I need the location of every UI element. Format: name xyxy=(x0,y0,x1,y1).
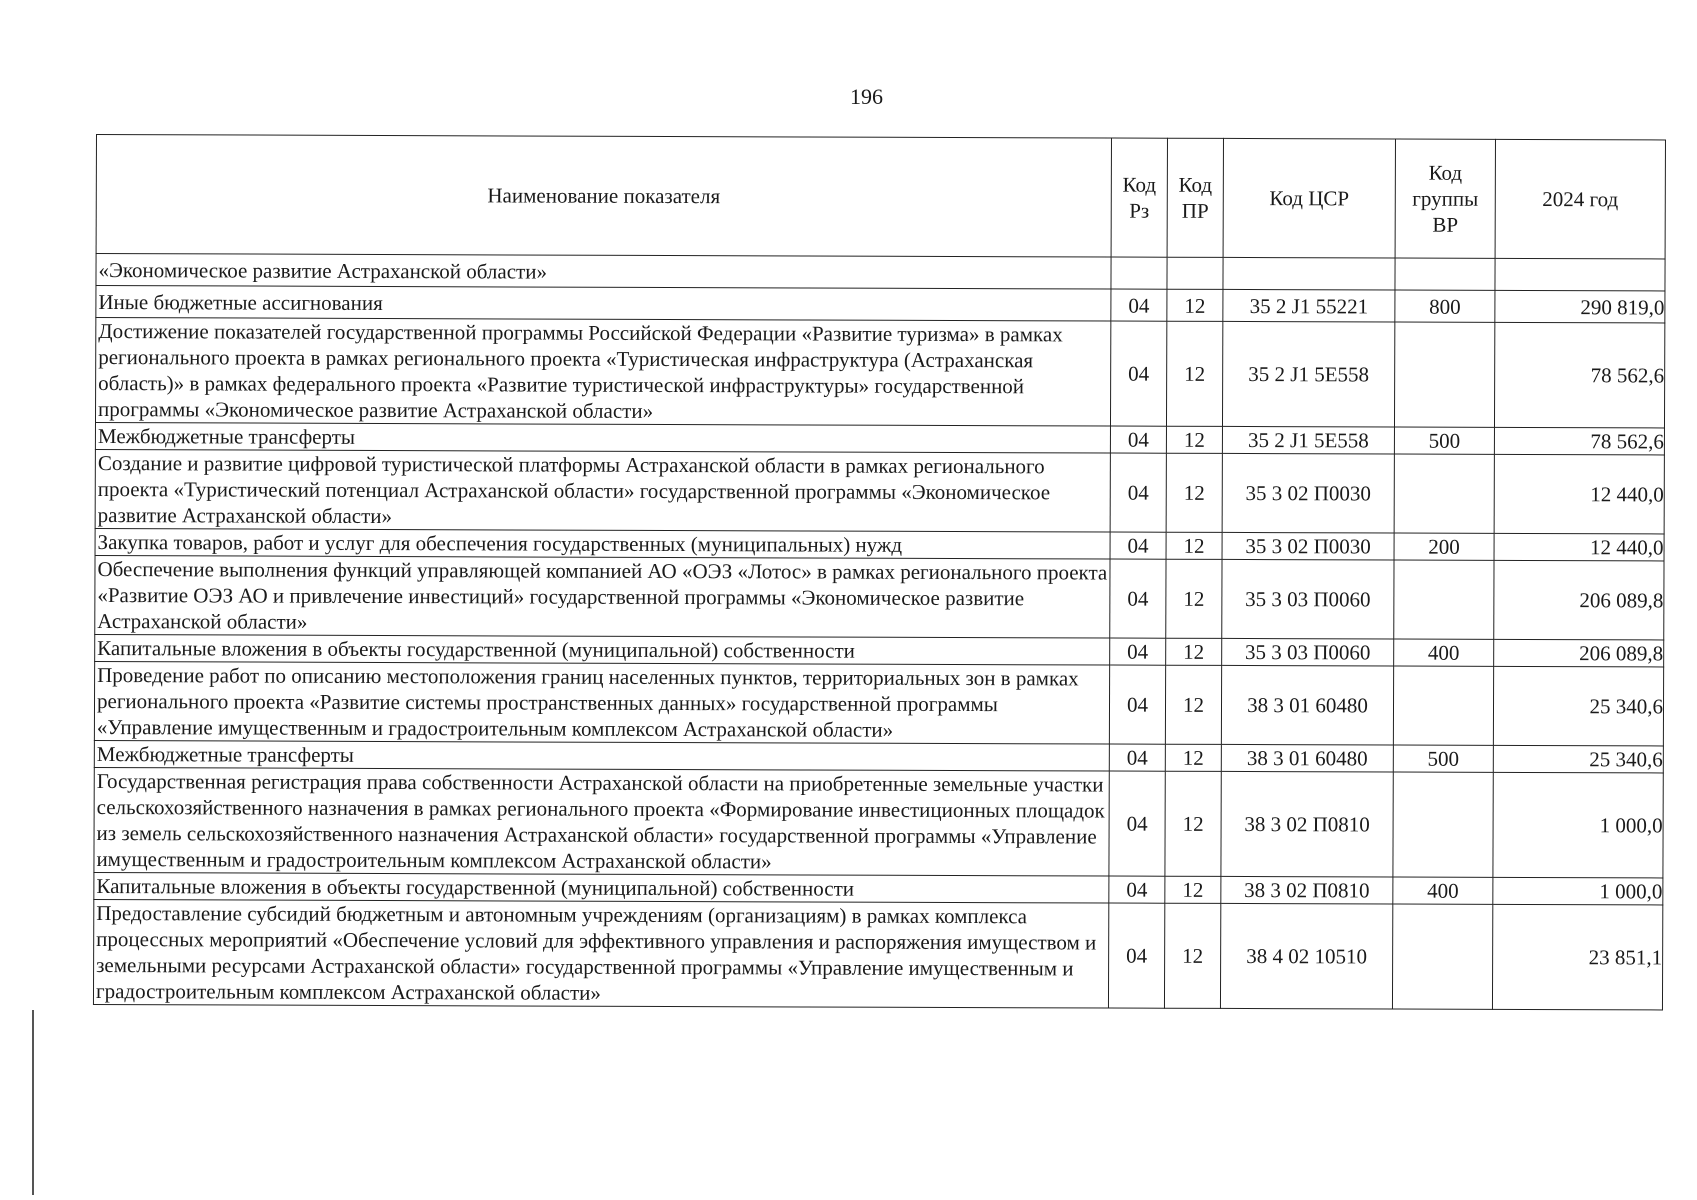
table-row xyxy=(95,449,1664,533)
cell-pr: 12 xyxy=(1164,903,1220,1008)
cell-rz: 04 xyxy=(1110,426,1166,453)
header-rz: Код Рз xyxy=(1111,138,1167,257)
cell-pr: 12 xyxy=(1166,321,1222,426)
cell-amount: 206 089,8 xyxy=(1494,639,1664,667)
cell-csr: 38 4 02 10510 xyxy=(1220,903,1392,1009)
cell-vr: 500 xyxy=(1394,427,1494,454)
cell-amount: 78 562,6 xyxy=(1494,427,1664,455)
table-row xyxy=(95,318,1664,428)
cell-rz: 04 xyxy=(1108,903,1164,1008)
cell-vr xyxy=(1393,666,1493,745)
cell-rz: 04 xyxy=(1109,876,1165,903)
cell-csr: 35 2 J1 5Е558 xyxy=(1222,426,1394,454)
cell-rz: 04 xyxy=(1110,559,1166,638)
cell-rz: 04 xyxy=(1110,638,1166,665)
page-number: 196 xyxy=(850,84,883,109)
cell-csr: 35 3 02 П0030 xyxy=(1222,532,1394,560)
cell-name: Межбюджетные трансферты xyxy=(95,423,1110,454)
cell-pr: 12 xyxy=(1166,453,1222,532)
budget-table xyxy=(93,134,1666,1010)
cell-rz: 04 xyxy=(1110,532,1166,559)
table-row xyxy=(94,767,1663,877)
cell-pr: 12 xyxy=(1166,559,1222,638)
cell-vr xyxy=(1393,772,1493,877)
cell-amount: 12 440,0 xyxy=(1494,533,1664,561)
cell-amount: 290 819,0 xyxy=(1495,290,1665,323)
cell-name: Капитальные вложения в объекты государственной (муниципальной) собственности xyxy=(94,872,1109,903)
cell-csr: 38 3 01 60480 xyxy=(1221,665,1393,745)
cell-name: Достижение показателей государственной программы Российской Федерации «Развитие туризма» в рамках регионального проекта в рамках регионального проекта «Туристическая инфраструктура (Астраханская область)» в рамках федерального проекта «Развитие туристической инфраструктуры» государственной программы «Экономическое развитие Астраханской области» xyxy=(95,318,1110,427)
cell-rz: 04 xyxy=(1109,771,1165,876)
header-vr: Код группы ВР xyxy=(1395,139,1495,258)
cell-vr: 500 xyxy=(1393,745,1493,772)
table-body xyxy=(93,254,1665,1010)
cell-name: Межбюджетные трансферты xyxy=(94,740,1109,771)
cell-pr: 12 xyxy=(1166,638,1222,665)
header-year: 2024 год xyxy=(1495,139,1665,259)
table-row xyxy=(95,555,1664,639)
cell-amount: 1 000,0 xyxy=(1493,877,1663,905)
cell-amount: 12 440,0 xyxy=(1494,454,1664,534)
cell-csr: 35 3 03 П0060 xyxy=(1222,638,1394,666)
cell-name: «Экономическое развитие Астраханской области» xyxy=(96,254,1111,290)
cell-vr: 400 xyxy=(1394,639,1494,666)
cell-amount: 206 089,8 xyxy=(1494,560,1664,640)
cell-amount: 25 340,6 xyxy=(1493,666,1663,746)
cell-name: Проведение работ по описанию местоположения границ населенных пунктов, территориальных зон в рамках регионального проекта «Развитие системы пространственных данных» государственной программы «Управление имущественным и градостроительным комплексом Астраханской области» xyxy=(94,661,1109,744)
cell-csr: 35 3 02 П0030 xyxy=(1222,453,1394,533)
table-header-row xyxy=(96,135,1665,259)
cell-vr xyxy=(1395,258,1495,290)
cell-rz: 04 xyxy=(1111,289,1167,321)
cell-pr: 12 xyxy=(1166,532,1222,559)
cell-amount xyxy=(1495,258,1665,291)
cell-name: Обеспечение выполнения функций управляющей компанией АО «ОЭЗ «Лотос» в рамках регионального проекта «Развитие ОЭЗ АО и привлечение инвестиций» государственной программы «Экономическое развитие Астраханской области» xyxy=(95,555,1110,638)
cell-rz: 04 xyxy=(1110,453,1166,532)
cell-vr: 200 xyxy=(1394,533,1494,560)
cell-pr: 12 xyxy=(1165,744,1221,771)
cell-pr xyxy=(1167,257,1223,289)
cell-name: Создание и развитие цифровой туристической платформы Астраханской области в рамках регионального проекта «Туристический потенциал Астраханской области» государственной программы «Экономическое развитие Астраханской области» xyxy=(95,449,1110,532)
cell-pr: 12 xyxy=(1165,876,1221,903)
cell-name: Предоставление субсидий бюджетным и автономным учреждениям (организациям) в рамках комплекса процессных мероприятий «Обеспечение условий для эффективного управления и распоряжения имуществом и земельными ресурсами Астраханской области» государственной программы «Управление имущественным и градостроительным комплексом Астраханской области» xyxy=(93,899,1108,1008)
cell-amount: 1 000,0 xyxy=(1493,772,1663,878)
cell-pr: 12 xyxy=(1165,665,1221,744)
cell-csr: 38 3 02 П0810 xyxy=(1221,771,1393,877)
table-row xyxy=(94,661,1663,745)
cell-csr: 35 3 03 П0060 xyxy=(1222,559,1394,639)
cell-vr xyxy=(1394,560,1494,639)
cell-pr: 12 xyxy=(1167,289,1223,321)
cell-vr xyxy=(1394,322,1494,427)
cell-rz: 04 xyxy=(1110,321,1166,426)
cell-csr: 38 3 01 60480 xyxy=(1221,744,1393,772)
cell-name: Капитальные вложения в объекты государственной (муниципальной) собственности xyxy=(95,634,1110,665)
cell-rz: 04 xyxy=(1109,665,1165,744)
table-row xyxy=(93,899,1662,1009)
cell-amount: 25 340,6 xyxy=(1493,745,1663,773)
cell-csr: 35 2 J1 55221 xyxy=(1223,289,1395,322)
cell-vr: 400 xyxy=(1393,877,1493,904)
header-csr: Код ЦСР xyxy=(1223,138,1395,258)
scan-edge-mark xyxy=(32,1010,34,1195)
cell-rz xyxy=(1111,257,1167,289)
cell-pr: 12 xyxy=(1165,771,1221,876)
cell-name: Иные бюджетные ассигнования xyxy=(96,286,1111,322)
cell-vr: 800 xyxy=(1395,290,1495,322)
header-name: Наименование показателя xyxy=(96,135,1111,258)
cell-pr: 12 xyxy=(1166,426,1222,453)
cell-csr: 38 3 02 П0810 xyxy=(1221,876,1393,904)
cell-csr xyxy=(1223,257,1395,290)
header-pr: Код ПР xyxy=(1167,138,1223,257)
cell-amount: 23 851,1 xyxy=(1492,904,1662,1010)
cell-name: Государственная регистрация права собственности Астраханской области на приобретенные земельные участки сельскохозяйственного назначения в рамках регионального проекта «Формирование инвестиционных площадок из земель сельскохозяйственного назначения Астраханской области» государственной программы «Управление имущественным и градостроительным комплексом Астраханской области» xyxy=(94,767,1109,876)
cell-csr: 35 2 J1 5Е558 xyxy=(1222,321,1394,427)
cell-vr xyxy=(1394,454,1494,533)
cell-amount: 78 562,6 xyxy=(1494,322,1664,428)
cell-vr xyxy=(1392,904,1492,1009)
cell-rz: 04 xyxy=(1109,744,1165,771)
cell-name: Закупка товаров, работ и услуг для обеспечения государственных (муниципальных) нужд xyxy=(95,528,1110,559)
